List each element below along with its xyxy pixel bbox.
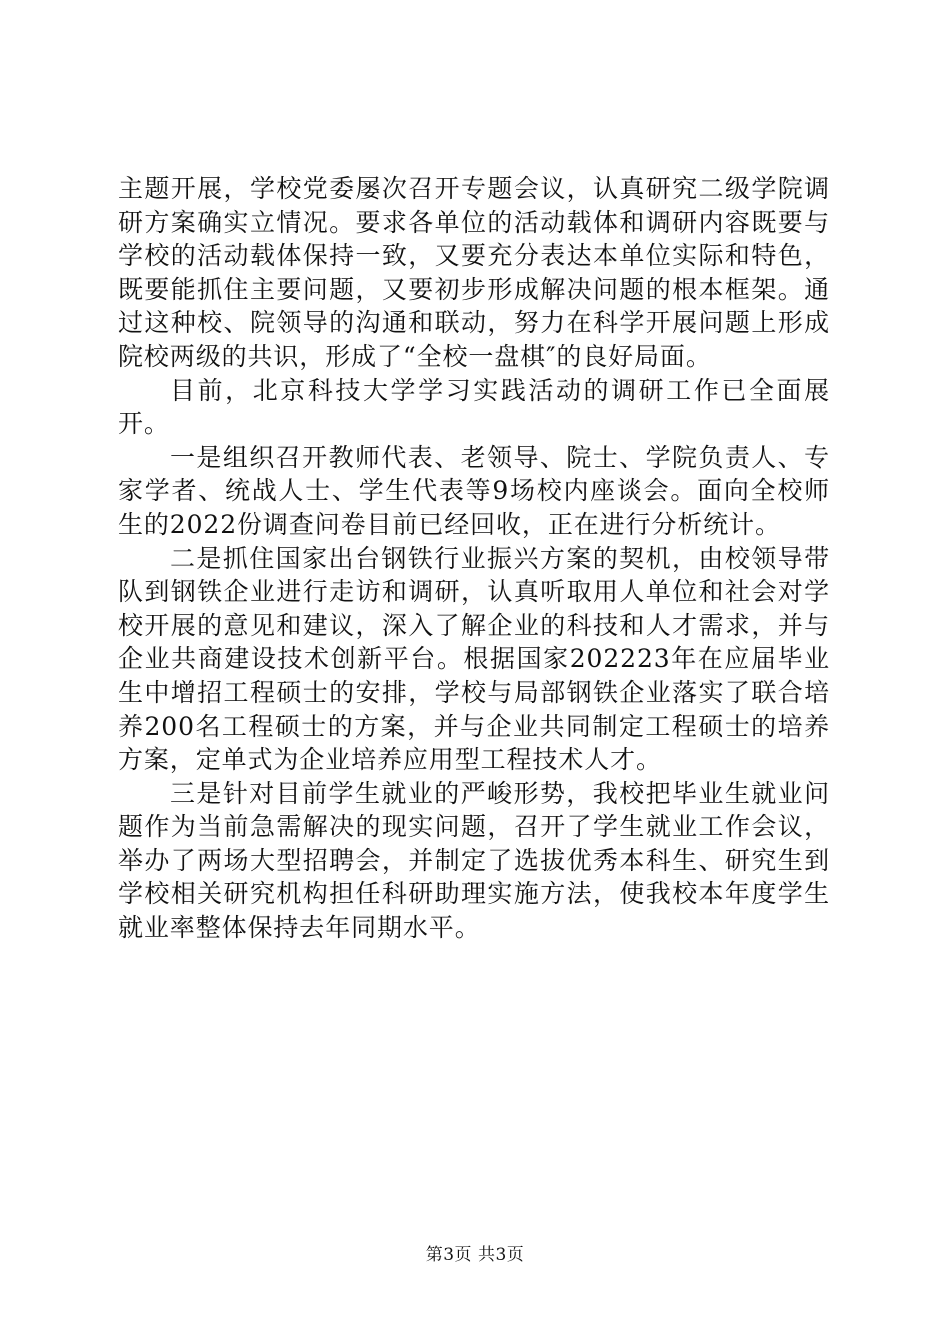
paragraph-research-status: 目前，北京科技大学学习实践活动的调研工作已全面展开。 <box>118 375 830 439</box>
paragraph-item-two: 二是抓住国家出台钢铁行业振兴方案的契机，由校领导带队到钢铁企业进行走访和调研，认真听取用人单位和社会对学校开展的意见和建议，深入了解企业的科技和人才需求，并与企业共商建设技术创新平台。根据国家202223年在应届毕业生中增招工程硕士的安排，学校与局部钢铁企业落实了联合培养200名工程硕士的方案，并与企业共同制定工程硕士的培养方案，定单式为企业培养应用型工程技术人才。 <box>118 543 830 775</box>
document-body <box>118 172 830 945</box>
paragraph-item-one: 一是组织召开教师代表、老领导、院士、学院负责人、专家学者、统战人士、学生代表等9场校内座谈会。面向全校师生的2022份调查问卷目前已经回收，正在进行分析统计。 <box>118 442 830 539</box>
paragraph-item-three: 三是针对目前学生就业的严峻形势，我校把毕业生就业问题作为当前急需解决的现实问题，召开了学生就业工作会议，举办了两场大型招聘会，并制定了选拔优秀本科生、研究生到学校相关研究机构担任科研助理实施方法，使我校本年度学生就业率整体保持去年同期水平。 <box>118 778 830 943</box>
page-footer: 第3页 共3页 <box>425 1245 525 1265</box>
paragraph-continuation: 主题开展，学校党委屡次召开专题会议，认真研究二级学院调研方案确实立情况。要求各单位的活动载体和调研内容既要与学校的活动载体保持一致，又要充分表达本单位实际和特色，既要能抓住主要问题，又要初步形成解决问题的根本框架。通过这种校、院领导的沟通和联动，努力在科学开展问题上形成院校两级的共识，形成了“全校一盘棋″的良好局面。 <box>118 174 830 371</box>
